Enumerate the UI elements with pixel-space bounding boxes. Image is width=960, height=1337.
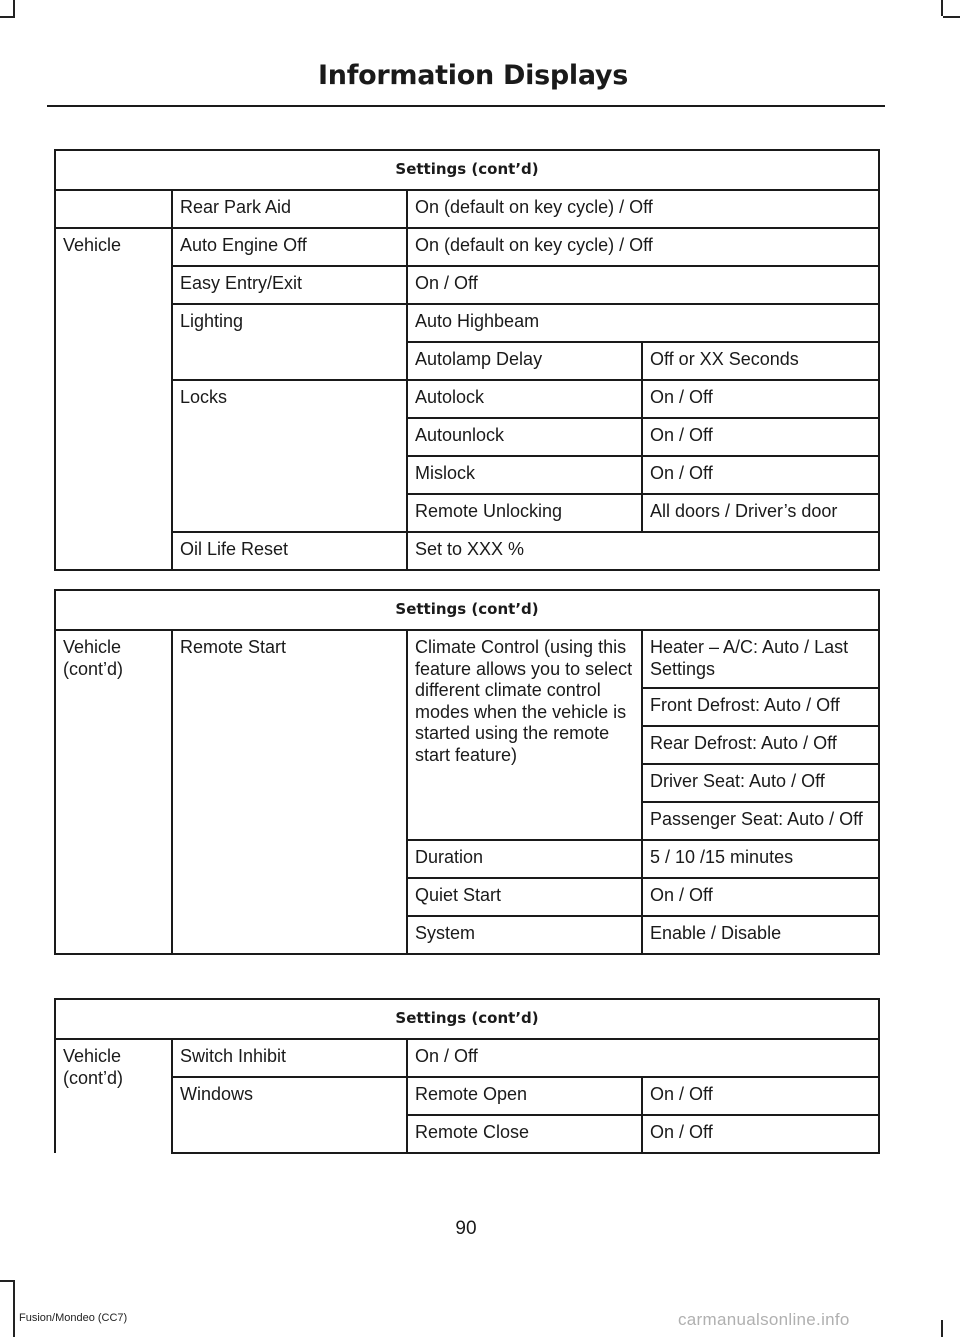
table-row: [55, 190, 879, 228]
table-cell: Duration: [407, 840, 642, 878]
table-cell: Autolock: [407, 380, 642, 418]
table-cell: Rear Park Aid: [172, 190, 407, 228]
table-cell: On (default on key cycle) / Off: [407, 190, 879, 228]
table-row: [55, 1077, 879, 1115]
settings-table-2: [54, 589, 880, 955]
title-divider: [47, 105, 885, 107]
crop-mark: [943, 16, 960, 18]
crop-mark: [0, 1280, 15, 1282]
watermark: carmanualsonline.info: [678, 1310, 850, 1329]
table-cell: Front Defrost: Auto / Off: [642, 688, 879, 726]
table-cell: Switch Inhibit: [172, 1039, 407, 1077]
table-cell: All doors / Driver’s door: [642, 494, 879, 532]
table-cell: Vehicle (cont’d): [55, 630, 172, 954]
table-heading: Settings (cont’d): [55, 590, 879, 630]
crop-mark: [13, 0, 15, 16]
table-cell: Windows: [172, 1077, 407, 1153]
table-cell: On / Off: [642, 1077, 879, 1115]
table-cell: [55, 190, 172, 228]
table-cell: Autolamp Delay: [407, 342, 642, 380]
table-cell: Off or XX Seconds: [642, 342, 879, 380]
table-row: [55, 1039, 879, 1077]
table-heading-row: [55, 999, 879, 1039]
footer-model-label: Fusion/Mondeo (CC7): [19, 1312, 128, 1324]
table-cell: On / Off: [407, 266, 879, 304]
table-cell: 5 / 10 /15 minutes: [642, 840, 879, 878]
table-cell: Autounlock: [407, 418, 642, 456]
table-heading-row: [55, 150, 879, 190]
table-cell: On / Off: [642, 456, 879, 494]
crop-mark: [941, 1320, 943, 1337]
table-cell: Auto Engine Off: [172, 228, 407, 266]
table-cell: Oil Life Reset: [172, 532, 407, 570]
table-cell: Remote Open: [407, 1077, 642, 1115]
table-cell: Rear Defrost: Auto / Off: [642, 726, 879, 764]
table-cell: On / Off: [407, 1039, 879, 1077]
table-cell: Remote Start: [172, 630, 407, 954]
page-title: Information Displays: [318, 60, 628, 91]
table-row: [55, 380, 879, 418]
table-heading: Settings (cont’d): [55, 150, 879, 190]
table-row: [55, 532, 879, 570]
table-cell: On / Off: [642, 380, 879, 418]
page-number: 90: [455, 1218, 477, 1239]
table-row: [55, 228, 879, 266]
table-cell: Enable / Disable: [642, 916, 879, 954]
table-cell: Remote Close: [407, 1115, 642, 1153]
table-cell: On / Off: [642, 1115, 879, 1153]
crop-mark: [13, 1280, 15, 1337]
table-cell: Passenger Seat: Auto / Off: [642, 802, 879, 840]
table-cell: Vehicle (cont’d): [55, 1039, 172, 1153]
table-row: [55, 266, 879, 304]
crop-mark: [0, 16, 15, 18]
table-cell: Locks: [172, 380, 407, 532]
table-cell: System: [407, 916, 642, 954]
table-cell: On (default on key cycle) / Off: [407, 228, 879, 266]
table-cell: Remote Unlocking: [407, 494, 642, 532]
table-row: [55, 630, 879, 688]
table-cell: Heater – A/C: Auto / Last Settings: [642, 630, 879, 688]
table-cell: Lighting: [172, 304, 407, 380]
table-cell: On / Off: [642, 418, 879, 456]
table-row: [55, 304, 879, 342]
settings-table-1: [54, 149, 880, 571]
table-cell: Mislock: [407, 456, 642, 494]
crop-mark: [941, 0, 943, 16]
table-cell: Auto Highbeam: [407, 304, 879, 342]
table-cell: On / Off: [642, 878, 879, 916]
table-cell: Climate Control (using this feature allows you to select different climate control modes when the vehicle is started using the remote start feature): [407, 630, 642, 840]
table-cell: Easy Entry/Exit: [172, 266, 407, 304]
table-heading: Settings (cont’d): [55, 999, 879, 1039]
settings-table-3: [54, 998, 880, 1154]
table-cell: Quiet Start: [407, 878, 642, 916]
table-cell: Driver Seat: Auto / Off: [642, 764, 879, 802]
table-cell: Set to XXX %: [407, 532, 879, 570]
table-cell: Vehicle: [55, 228, 172, 570]
table-heading-row: [55, 590, 879, 630]
